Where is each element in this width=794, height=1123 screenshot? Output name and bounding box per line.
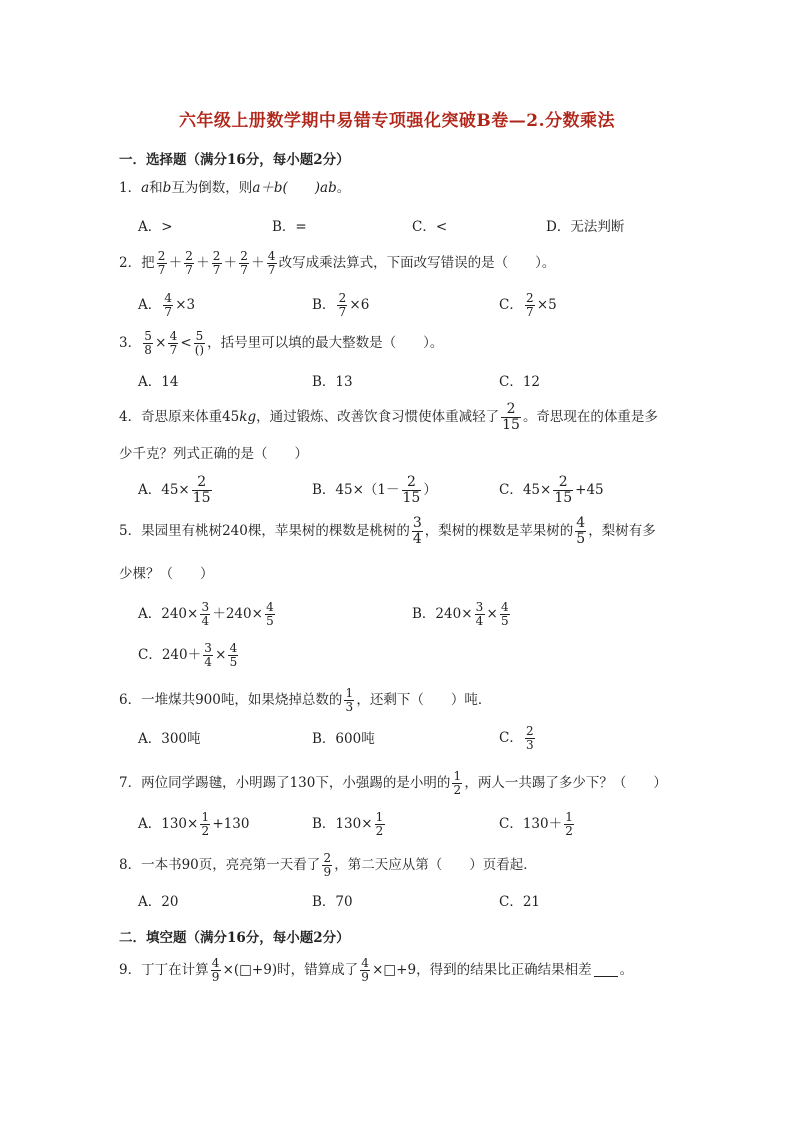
page-title: 六年级上册数学期中易错专项强化突破B卷—2.分数乘法 bbox=[178, 111, 616, 131]
q3-option-b[interactable]: B．13 bbox=[312, 374, 353, 390]
q5-option-c[interactable]: C．240＋ $\frac{3}{4}$ × $\frac{4}{5}$ bbox=[138, 641, 238, 669]
q4-option-a[interactable]: A．45× $\frac{2}{15}$ bbox=[138, 474, 211, 506]
q5-option-b[interactable]: B．240× $\frac{3}{4}$ × $\frac{4}{5}$ bbox=[412, 600, 509, 628]
fraction: 2 7 bbox=[212, 249, 221, 277]
question-1: 1． a 和 b 互为倒数，则 a＋b( )ab 。 bbox=[119, 180, 351, 196]
q3-option-c[interactable]: C．12 bbox=[499, 374, 541, 390]
question-9: 9．丁丁在计算 $\frac{4}{9}$ ×(□+9)时，错算成了 $\frac{4}{9}$ ×□+9，得到的结果比正确结果相差 。 bbox=[119, 956, 634, 984]
question-4-line2: 少千克？列式正确的是（ ） bbox=[119, 446, 308, 462]
question-5: 5．果园里有桃树240棵，苹果树的棵数是桃树的 3 4 ，梨树的棵数是苹果树的 4 5 ，梨树有多 bbox=[119, 515, 656, 547]
q7-option-b[interactable]: B．130× $\frac{1}{2}$ bbox=[312, 810, 384, 838]
q1-option-d[interactable]: D．无法判断 bbox=[546, 219, 625, 235]
question-3: 3． $\frac{5}{8}$ × $\frac{4}{7}$ < 5 () ，括号里可以填的最大整数是（ ）。 bbox=[119, 329, 444, 357]
question-5-line2: 少棵？（ ） bbox=[119, 566, 214, 582]
section-heading-choice: 一．选择题（满分16分，每小题2分） bbox=[119, 152, 350, 168]
q8-option-c[interactable]: C．21 bbox=[499, 894, 541, 910]
fraction: 4 7 bbox=[267, 249, 276, 277]
q2-option-c[interactable]: C． $\frac{2}{7}$ ×5 bbox=[499, 291, 557, 319]
question-2: 2．把 2 7 ＋ 2 7 ＋ 2 7 ＋ 2 7 ＋ 4 7 改写成乘法算式，下面改写错误的是（ ）。 bbox=[119, 249, 556, 277]
q6-option-a[interactable]: A．300吨 bbox=[138, 731, 201, 747]
fraction: 2 7 bbox=[240, 249, 248, 277]
q4-option-c[interactable]: C．45× $\frac{2}{15}$ +45 bbox=[499, 474, 604, 506]
q2-option-b[interactable]: B． $\frac{2}{7}$ ×6 bbox=[312, 291, 370, 319]
fraction: 2 7 bbox=[185, 249, 193, 277]
q5-option-a[interactable]: A．240× $\frac{3}{4}$ ＋240× $\frac{4}{5}$ bbox=[138, 600, 274, 628]
fraction: 2 7 bbox=[157, 249, 166, 277]
answer-blank[interactable] bbox=[594, 964, 618, 977]
q2-option-a[interactable]: A． $\frac{4}{7}$ ×3 bbox=[138, 291, 196, 319]
q6-option-c[interactable]: C． 2 3 bbox=[499, 724, 534, 752]
q4-option-b[interactable]: B．45×（1－ 2 15 ） bbox=[312, 474, 437, 506]
question-7: 7．两位同学踢毽，小明踢了130下，小强踢的是小明的 1 2 ，两人一共踢了多少下？（ ） bbox=[119, 769, 667, 797]
q3-option-a[interactable]: A．14 bbox=[138, 374, 179, 390]
q8-option-a[interactable]: A．20 bbox=[138, 894, 179, 910]
q8-option-b[interactable]: B．70 bbox=[312, 894, 353, 910]
question-4: 4．奇思原来体重45 kg ，通过锻炼、改善饮食习惯使体重减轻了 2 15 。奇思现在的体重是多 bbox=[119, 401, 658, 433]
question-8: 8．一本书90页，亮亮第一天看了 2 9 ，第二天应从第（ ）页看起． bbox=[119, 851, 537, 879]
question-6: 6．一堆煤共900吨，如果烧掉总数的 1 3 ，还剩下（ ）吨． bbox=[119, 686, 492, 714]
section-heading-fill: 二．填空题（满分16分，每小题2分） bbox=[119, 930, 350, 946]
q1-option-a[interactable]: A．> bbox=[138, 219, 173, 235]
q6-option-b[interactable]: B．600吨 bbox=[312, 731, 375, 747]
q7-option-a[interactable]: A．130× $\frac{1}{2}$ +130 bbox=[138, 810, 250, 838]
q1-option-c[interactable]: C．< bbox=[412, 219, 448, 235]
q7-option-c[interactable]: C．130＋ 1 2 bbox=[499, 810, 573, 838]
q1-option-b[interactable]: B．= bbox=[272, 219, 307, 235]
